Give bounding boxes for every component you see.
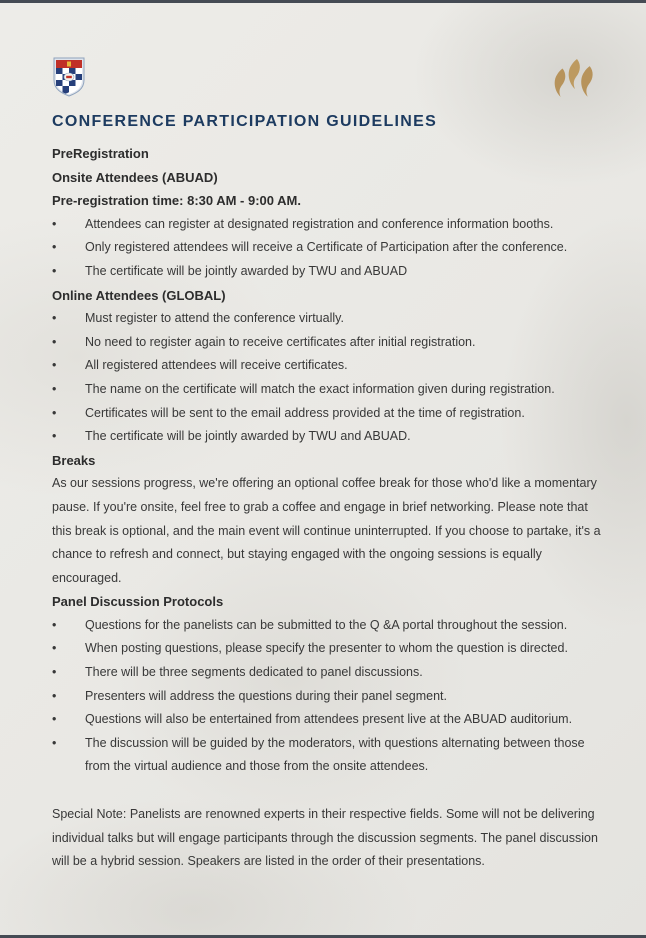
- list-item: [52, 236, 604, 260]
- list-item-text: The certificate will be jointly awarded by TWU and ABUAD.: [85, 429, 411, 444]
- top-border-bar: [0, 0, 646, 3]
- bullet-icon: •: [52, 216, 57, 231]
- list-item: [52, 614, 604, 638]
- section-heading-preregistration-time: Pre-registration time: 8:30 AM - 9:00 AM.: [52, 193, 301, 209]
- list-item-text: No need to register again to receive certificates after initial registration.: [85, 334, 476, 349]
- list-item: [52, 307, 604, 331]
- list-item: [52, 378, 604, 402]
- onsite-bullet-list: [52, 213, 604, 284]
- list-item: [52, 708, 604, 732]
- bullet-icon: •: [52, 358, 57, 373]
- bullet-icon: •: [52, 688, 57, 703]
- list-item-text: The name on the certificate will match the exact information given during registration.: [85, 381, 555, 396]
- section-heading-online-attendees: Online Attendees (GLOBAL): [52, 287, 226, 303]
- bullet-icon: •: [52, 240, 57, 255]
- bullet-icon: •: [52, 641, 57, 656]
- list-item: [52, 425, 604, 449]
- section-heading-panel-discussion: Panel Discussion Protocols: [52, 594, 224, 610]
- bullet-icon: •: [52, 334, 57, 349]
- page-title: CONFERENCE PARTICIPATION GUIDELINES: [52, 113, 438, 130]
- list-item: [52, 213, 604, 237]
- list-item-text: There will be three segments dedicated to panel discussions.: [85, 665, 423, 680]
- list-item: [52, 637, 604, 661]
- special-note-paragraph: Special Note: Panelists are renowned experts in their respective fields. Some will not be delivering individual talks but will engage participants through the discussion segments. The panel discussion will be a hybrid session. Speakers are listed in the order of their presentations.: [52, 807, 598, 869]
- bullet-icon: •: [52, 735, 57, 750]
- online-bullet-list: [52, 307, 604, 449]
- list-item: [52, 732, 604, 779]
- list-item-text: Certificates will be sent to the email address provided at the time of registration.: [85, 405, 525, 420]
- bullet-icon: •: [52, 381, 57, 396]
- bullet-icon: •: [52, 617, 57, 632]
- list-item-text: Must register to attend the conference virtually.: [85, 311, 344, 326]
- list-item: [52, 354, 604, 378]
- guidelines-content: [52, 142, 604, 874]
- list-item-text: Only registered attendees will receive a Certificate of Participation after the conference.: [85, 240, 568, 255]
- list-item: [52, 260, 604, 284]
- bullet-icon: •: [52, 429, 57, 444]
- list-item: [52, 685, 604, 709]
- list-item-text: Attendees can register at designated registration and conference information booths.: [85, 216, 554, 231]
- bullet-icon: •: [52, 311, 57, 326]
- panel-bullet-list: [52, 614, 604, 779]
- bullet-icon: •: [52, 405, 57, 420]
- bullet-icon: •: [52, 665, 57, 680]
- section-heading-preregistration: PreRegistration: [52, 146, 149, 161]
- section-heading-onsite-attendees: Onsite Attendees (ABUAD): [52, 169, 218, 185]
- list-item-text: Questions for the panelists can be submitted to the Q &A portal throughout the session.: [85, 617, 568, 632]
- list-item: [52, 331, 604, 355]
- bullet-icon: •: [52, 712, 57, 727]
- list-item-text: Presenters will address the questions during their panel segment.: [85, 688, 448, 703]
- list-item-text: The discussion will be guided by the moderators, with questions alternating between those from the virtual audience and those from the onsite attendees.: [85, 735, 585, 774]
- list-item-text: The certificate will be jointly awarded by TWU and ABUAD: [85, 263, 408, 278]
- list-item-text: Questions will also be entertained from attendees present live at the ABUAD auditorium.: [85, 712, 573, 727]
- header: [0, 0, 646, 105]
- section-heading-breaks: Breaks: [52, 452, 96, 468]
- list-item: [52, 661, 604, 685]
- list-item-text: When posting questions, please specify the presenter to whom the question is directed.: [85, 641, 568, 656]
- breaks-paragraph: As our sessions progress, we're offering an optional coffee break for those who'd like a momentary pause. If you're onsite, feel free to grab a coffee and engage in brief networking. Please note that this break is optional, and the main event will continue uninterrupted. If you choose to partake, it's a chance to refresh and connect, but staying engaged with the ongoing sessions is equally encouraged.: [52, 476, 601, 585]
- list-item-text: All registered attendees will receive certificates.: [85, 358, 348, 373]
- bullet-icon: •: [52, 263, 57, 278]
- university-crest-icon: [52, 57, 86, 97]
- list-item: [52, 402, 604, 426]
- gold-flame-icon: [554, 59, 598, 105]
